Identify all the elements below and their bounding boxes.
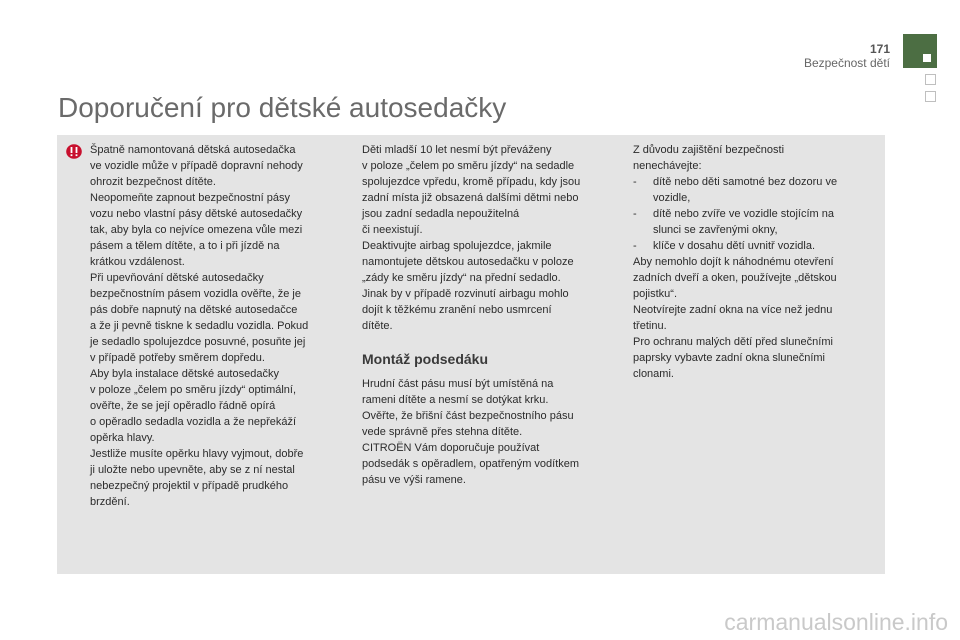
text-line: Deaktivujte airbag spolujezdce, jakmile [362,240,552,252]
text-line: Špatně namontovaná dětská autosedačka [90,144,296,156]
text-line: v poloze „čelem po směru jízdy“ optimální, [90,384,297,396]
text-line: opěrka hlavy. [90,432,155,444]
text-line: krátkou vzdálenost. [90,256,185,268]
text-line: v poloze „čelem po směru jízdy“ na sedadle [362,160,575,172]
text-line: brzdění. [90,496,130,508]
page-number: 171 [869,42,890,56]
text-line: pojistku“. [633,288,678,300]
text-line: Pro ochranu malých dětí před slunečními [633,336,833,348]
list-item [633,206,873,238]
chapter-tab[interactable] [925,74,936,85]
text-line: pás dobře napnutý na dětské autosedačce [90,304,298,316]
text-line: ji uložte nebo upevněte, aby se z ní nestal [90,464,295,476]
bullet-dash: - [633,176,637,188]
text-line: Neopomeňte zapnout bezpečnostní pásy [90,192,290,204]
text-line: zadních dveří a oken, používejte „dětskou [633,272,837,284]
text-line: vede správně přes stehna dítěte. [362,426,523,438]
text-line: vozidle, [653,192,691,204]
bullet-dash: - [633,240,637,252]
subheading-booster: Montáž podsedáku [362,351,489,367]
text-line: dítěte. [362,320,393,332]
text-line: nebezpečný projektil v případě prudkého [90,480,289,492]
text-line: dojít k těžkému zranění nebo usmrcení [362,304,552,316]
list-item [633,238,873,254]
text-line: paprsky vybavte zadní okna slunečními [633,352,825,364]
text-line: pásu ve výši ramene. [362,474,466,486]
text-line: o opěradlo sedadla vozidla a že nepřekáží [90,416,297,428]
text-line: klíče v dosahu dětí uvnitř vozidla. [653,240,816,252]
text-line: pásem a tělem dítěte, a to i při jízdě na [90,240,280,252]
text-line: tak, aby byla co nejvíce omezena vůle mezi [90,224,303,236]
text-line: zadní místa již obsazená dalšími dětmi nebo [362,192,579,204]
text-line: v případě potřeby směrem dopředu. [90,352,265,364]
text-line: Děti mladší 10 let nesmí být převáženy [362,144,552,156]
text-line: Z důvodu zajištění bezpečnosti [633,144,785,156]
text-line: třetinu. [633,320,667,332]
text-line: dítě nebo děti samotné bez dozoru ve [653,176,838,188]
text-line: či neexistují. [362,224,423,236]
text-line: dítě nebo zvíře ve vozidle stojícím na [653,208,834,220]
text-line: CITROËN Vám doporučuje používat [362,442,540,454]
text-line: rameni dítěte a nesmí se dotýkat krku. [362,394,549,406]
list-item [633,174,873,206]
column-airbag [362,142,614,488]
text-line: Hrudní část pásu musí být umístěná na [362,378,554,390]
text-line: ve vozidle může v případě dopravní nehody [90,160,303,172]
text-line: Jinak by v případě rozvinutí airbagu mohlo [362,288,569,300]
chapter-tab-active[interactable] [903,34,937,68]
text-line: Neotvírejte zadní okna na více než jednu [633,304,833,316]
chapter-tab[interactable] [925,91,936,102]
page-title: Doporučení pro dětské autosedačky [58,92,507,123]
text-line: Ověřte, že břišní část bezpečnostního pásu [362,410,574,422]
text-line: Jestliže musíte opěrku hlavy vyjmout, dobře [90,448,304,460]
text-line: „zády ke směru jízdy“ na přední sedadlo. [362,272,561,284]
text-line: ohrozit bezpečnost dítěte. [90,176,216,188]
text-line: bezpečnostním pásem vozidla ověřte, že je [90,288,301,300]
warning-icon [66,144,82,159]
text-line: spolujezdce vpředu, kromě případu, kdy jsou [362,176,581,188]
text-line: vozu nebo vlastní pásy dětské autosedačky [90,208,303,220]
text-line: Aby nemohlo dojít k náhodnému otevření [633,256,834,268]
text-line: je sedadlo spolujezdce posuvné, posuňte jej [90,336,306,348]
text-line: jsou zadní sedadla nepoužitelná [362,208,520,220]
text-line: Aby byla instalace dětské autosedačky [90,368,279,380]
column-safety [633,142,873,382]
text-line: clonami. [633,368,674,380]
watermark: carmanualsonline.info [724,609,948,635]
text-line: ověřte, že se její opěradlo řádně opírá [90,400,276,412]
tab-dot-icon [923,54,931,62]
text-line: Při upevňování dětské autosedačky [90,272,264,284]
column-warning [90,142,352,510]
text-line: nenechávejte: [633,160,702,172]
text-line: namontujete dětskou autosedačku v poloze [362,256,574,268]
section-title: Bezpečnost dětí [803,56,890,70]
bullet-dash: - [633,208,637,220]
text-line: a že ji pevně tiskne k sedadlu vozidla. Pokud [90,320,309,332]
text-line: podsedák s opěradlem, opatřeným vodítkem [362,458,580,470]
text-line: slunci se zavřenými okny, [653,224,778,236]
